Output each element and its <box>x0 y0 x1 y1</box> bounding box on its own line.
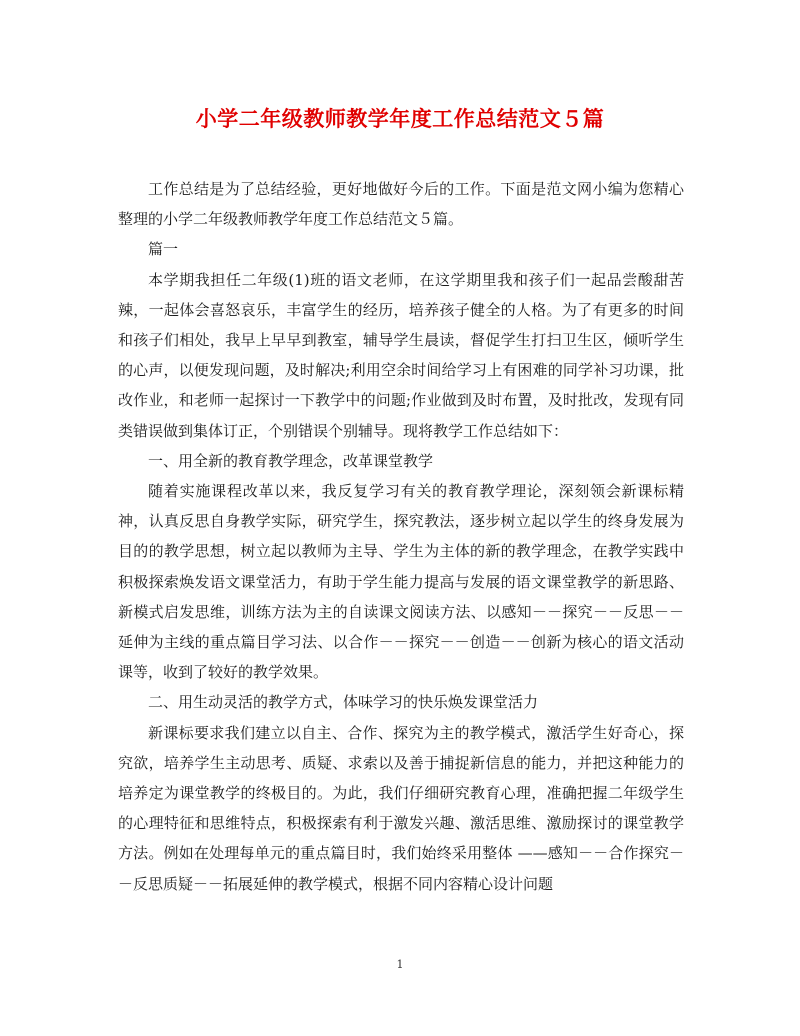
section-heading-part-one: 篇一 <box>148 240 179 259</box>
body-paragraph: 本学期我担任二年级(1)班的语文老师，在这学期里我和孩子们一起品尝酸甜苦辣，一起体会喜怒哀乐，丰富学生的经历，培养孩子健全的人格。为了有更多的时间和孩子们相处，我早上早早到教室，辅导学生晨读，督促学生打扫卫生区，倾听学生的心声，以便发现问题，及时解决;利用空余时间给学习上有困难的同学补习功课，批改作业，和老师一起探讨一下教学中的问题;作业做到及时布置，及时批改，发现有同类错误做到集体订正，个别错误个别辅导。现将教学工作总结如下： <box>118 270 684 440</box>
intro-paragraph: 工作总结是为了总结经验，更好地做好今后的工作。下面是范文网小编为您精心整理的小学二年级教师教学年度工作总结范文５篇。 <box>118 180 684 229</box>
body-paragraph: 新课标要求我们建立以自主、合作、探究为主的教学模式，激活学生好奇心，探究欲，培养学生主动思考、质疑、求索以及善于捕捉新信息的能力，并把这种能力的培养定为课堂教学的终极目的。为此，我们仔细研究教育心理，准确把握二年级学生的心理特征和思维特点，积极探索有利于激发兴趣、激活思维、激励探讨的课堂教学方法。例如在处理每单元的重点篇目时，我们始终采用整体 ——感知－－合作探究－－反思质疑－－拓展延伸的教学模式，根据不同内容精心设计问题 <box>118 723 684 893</box>
document-title: 小学二年级教师教学年度工作总结范文５篇 <box>195 106 605 131</box>
section-heading: 二、用生动灵活的教学方式，体味学习的快乐焕发课堂活力 <box>148 693 539 712</box>
body-paragraph: 随着实施课程改革以来，我反复学习有关的教育教学理论，深刻领会新课标精神，认真反思自身教学实际，研究学生，探究教法，逐步树立起以学生的终身发展为目的的教学思想，树立起以教师为主导、学生为主体的新的教学理念，在教学实践中积极探索焕发语文课堂活力，有助于学生能力提高与发展的语文课堂教学的新思路、新模式启发思维，训练方法为主的自读课文阅读方法、以感知－－探究－－反思－－延伸为主线的重点篇目学习法、以合作－－探究－－创造－－创新为核心的语文活动课等，收到了较好的教学效果。 <box>118 482 684 682</box>
section-heading: 一、用全新的教育教学理念，改革课堂教学 <box>148 451 434 470</box>
document-body <box>118 174 684 899</box>
page-number: 1 <box>396 958 404 971</box>
